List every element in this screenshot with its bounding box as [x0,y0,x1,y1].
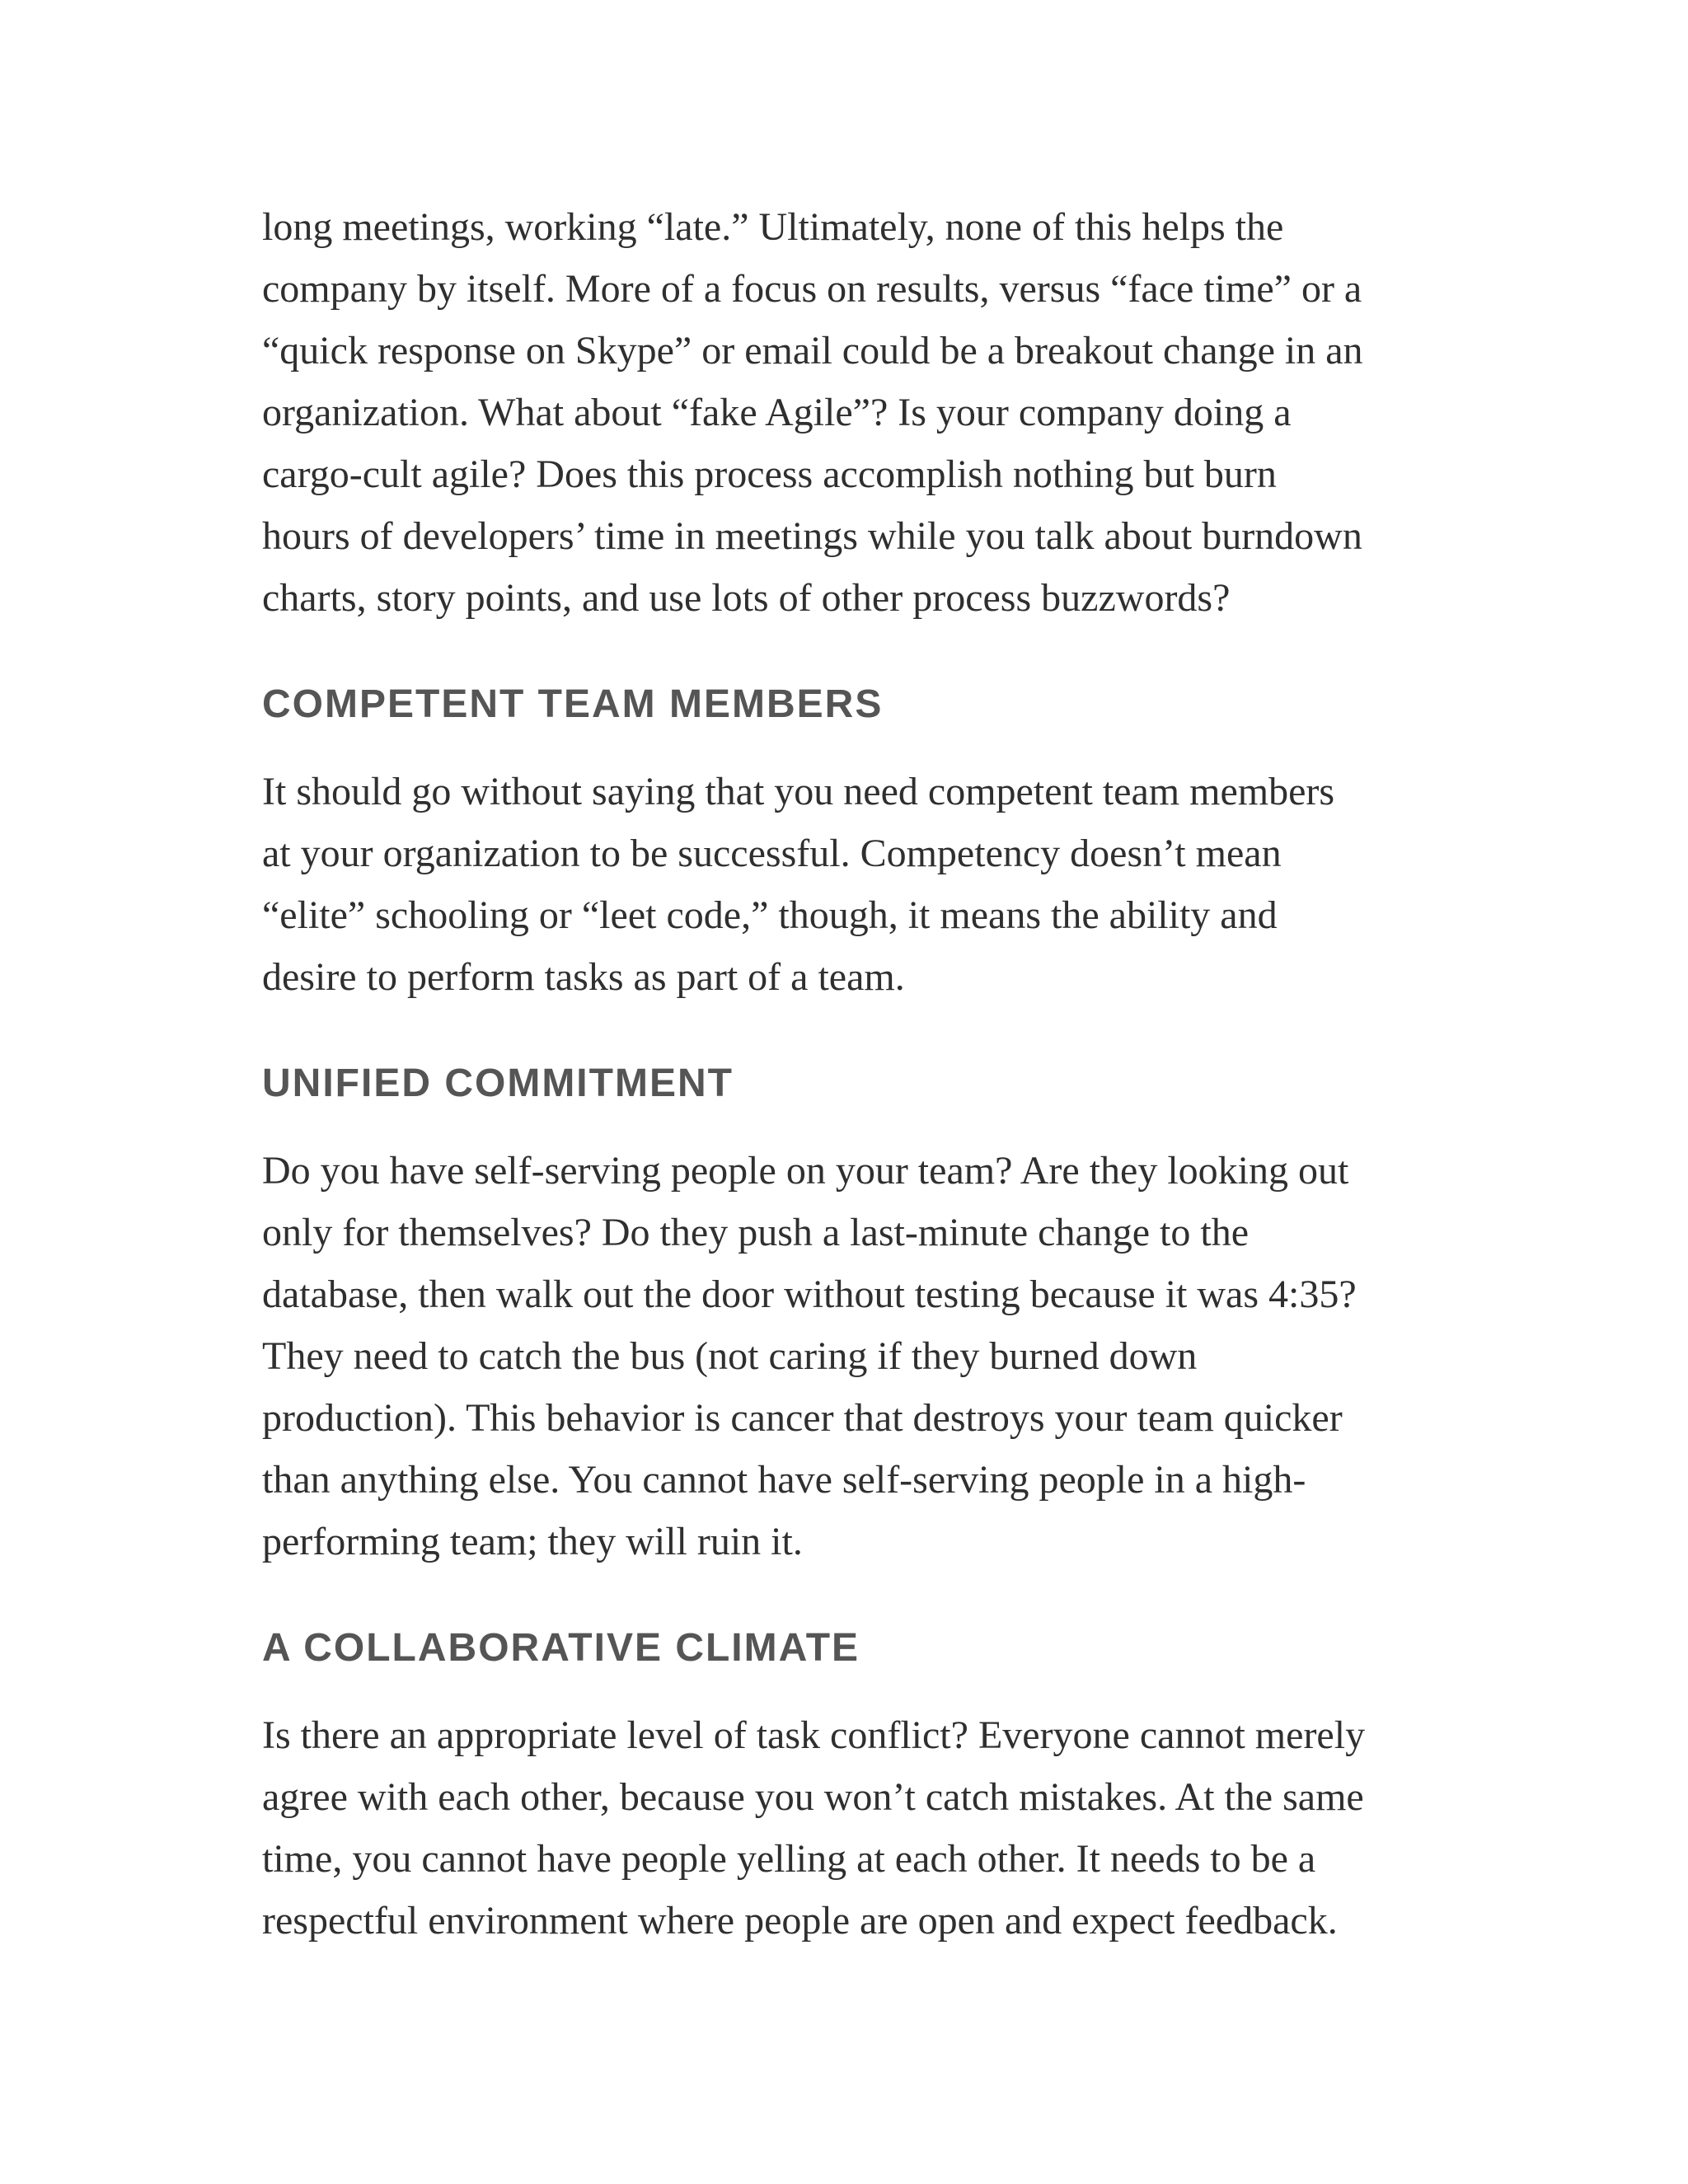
text-line: Is there an appropriate level of task conflict? Everyone cannot merely [262,1713,1366,1757]
climate-paragraph [262,1704,1426,1952]
text-line: “elite” schooling or “leet code,” though, it means the ability and [262,893,1278,937]
text-line: Do you have self-serving people on your team? Are they looking out [262,1149,1349,1193]
text-line: company by itself. More of a focus on results, versus “face time” or a [262,267,1362,311]
text-line: They need to catch the bus (not caring if they burned down [262,1334,1198,1378]
text-line: database, then walk out the door without testing because it was 4:35? [262,1272,1357,1316]
section-heading-unified-commitment: UNIFIED COMMITMENT [262,1062,734,1105]
text-line: charts, story points, and use lots of other process buzzwords? [262,576,1231,620]
document-page [262,196,1426,1952]
text-line: respectful environment where people are open and expect feedback. [262,1899,1338,1943]
text-line: performing team; they will ruin it. [262,1520,803,1563]
text-line: cargo-cult agile? Does this process accomplish nothing but burn [262,452,1277,496]
text-line: hours of developers’ time in meetings while you talk about burndown [262,514,1362,558]
commitment-paragraph [262,1140,1426,1572]
text-line: at your organization to be successful. Competency doesn’t mean [262,832,1282,875]
text-line: It should go without saying that you need competent team members [262,770,1335,813]
text-line: organization. What about “fake Agile”? Is your company doing a [262,391,1292,434]
competent-paragraph [262,761,1426,1008]
text-line: only for themselves? Do they push a last-minute change to the [262,1211,1250,1254]
text-line: production). This behavior is cancer that destroys your team quicker [262,1396,1343,1440]
section-heading-collaborative-climate: A COLLABORATIVE CLIMATE [262,1626,860,1670]
intro-paragraph [262,196,1426,629]
text-line: agree with each other, because you won’t catch mistakes. At the same [262,1775,1364,1819]
text-line: than anything else. You cannot have self-serving people in a high- [262,1458,1306,1502]
section-heading-competent-team-members: COMPETENT TEAM MEMBERS [262,682,884,726]
text-line: “quick response on Skype” or email could be a breakout change in an [262,329,1363,373]
text-line: long meetings, working “late.” Ultimately, none of this helps the [262,205,1284,249]
text-line: time, you cannot have people yelling at each other. It needs to be a [262,1837,1316,1881]
text-line: desire to perform tasks as part of a team. [262,955,905,999]
